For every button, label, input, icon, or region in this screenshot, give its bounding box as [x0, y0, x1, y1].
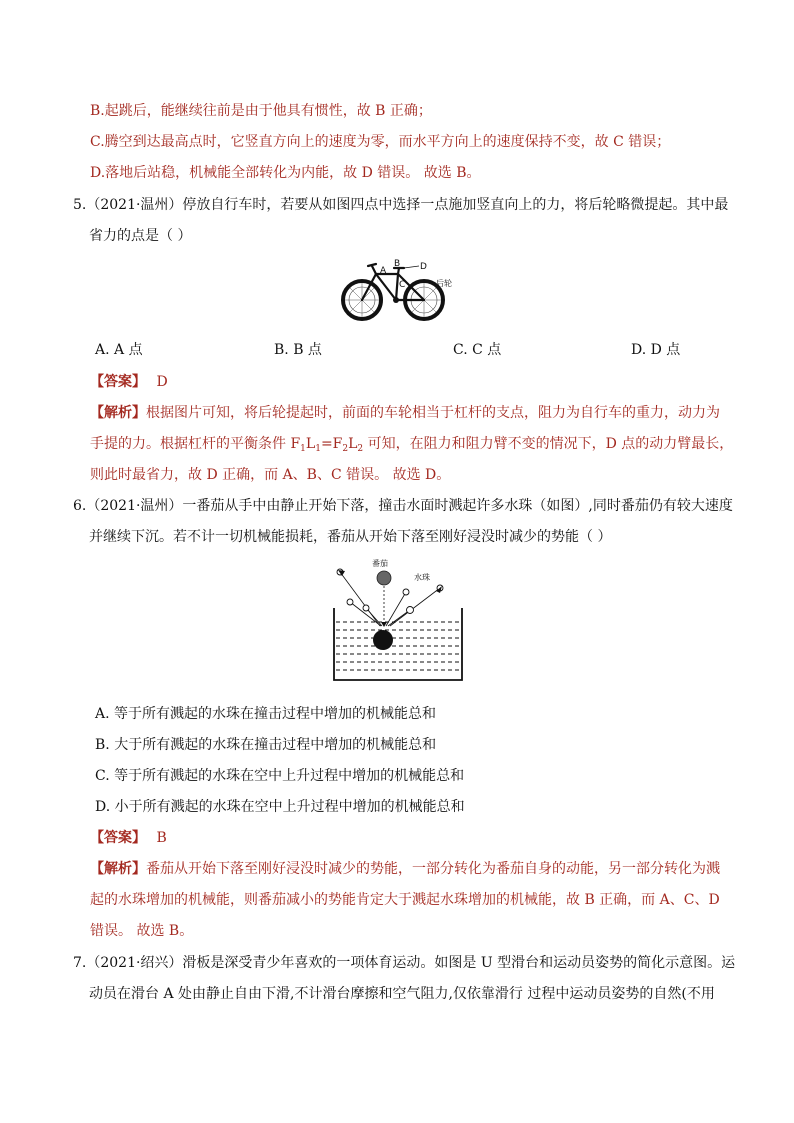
q6-stem-line1: 6.（2021·温州）一番茄从手中由静止开始下落，撞击水面时溅起许多水珠（如图）,同时番茄仍有较大速度 [73, 498, 733, 514]
formula-part: =F [320, 436, 343, 452]
tomato-label: 番茄 [372, 559, 388, 568]
q7-stem-line2: 动员在滑台 A 处由静止自由下滑,不计滑台摩擦和空气阻力,仅依靠滑行 过程中运动员姿势的自然(不用 [89, 986, 715, 1002]
q6-option-b: B. 大于所有溅起的水珠在撞击过程中增加的机械能总和 [95, 737, 437, 753]
q6-option-d: D. 小于所有溅起的水珠在空中上升过程中增加的机械能总和 [95, 799, 465, 815]
submerged-tomato-shape [373, 630, 393, 650]
q5-option-d: D. D 点 [631, 342, 681, 358]
q6-stem-line2: 并继续下沉。若不计一切机械能损耗，番茄从开始下落至刚好浸没时减少的势能（ ） [89, 529, 612, 545]
point-b-label: B [394, 259, 401, 269]
q5-analysis-line3: 则此时最省力，故 D 正确，而 A、B、C 错误。 故选 D。 [90, 467, 451, 483]
subscript: 2 [342, 444, 349, 454]
bicycle-illustration [336, 256, 462, 326]
q4-option-b-analysis: B.起跳后，能继续往前是由于他具有惯性，故 B 正确； [90, 103, 432, 119]
q5-answer-line [90, 373, 168, 391]
q5-option-c: C. C 点 [453, 342, 502, 358]
q6-option-a: A. 等于所有溅起的水珠在撞击过程中增加的机械能总和 [95, 706, 437, 722]
q6-answer-tag: 【答案】 [90, 830, 146, 846]
q6-analysis-line3: 错误。 故选 B。 [90, 923, 194, 939]
rear-wheel-label: 后轮 [436, 279, 452, 288]
q7-stem-line1: 7.（2021·绍兴）滑板是深受青少年喜欢的一项体育运动。如图是 U 型滑台和运动员姿势的简化示意图。运 [73, 955, 736, 971]
bicycle-figure [336, 256, 462, 326]
q6-answer-line [90, 829, 167, 847]
q5-analysis-tag: 【解析】 [90, 405, 146, 421]
q5-analysis-text2b: 可知，在阻力和阻力臂不变的情况下，D 点的动力臂最长， [363, 436, 734, 452]
q5-stem-line1: 5.（2021·温州）停放自行车时，若要从如图四点中选择一点施加竖直向上的力，将后轮略微提起。其中最 [73, 197, 729, 213]
subscript: 2 [357, 444, 364, 454]
q5-option-b: B. B 点 [274, 342, 322, 358]
formula-part: L [348, 436, 358, 452]
q6-answer-value: B [156, 830, 167, 846]
q5-analysis-line2 [90, 435, 733, 458]
q6-analysis-line1 [90, 860, 720, 878]
q6-option-c: C. 等于所有溅起的水珠在空中上升过程中增加的机械能总和 [95, 768, 465, 784]
q6-analysis-text1: 番茄从开始下落至刚好浸没时减少的势能，一部分转化为番茄自身的动能，另一部分转化为溅 [146, 861, 720, 877]
q5-stem-line2: 省力的点是（ ） [89, 228, 192, 244]
q5-answer-tag: 【答案】 [90, 374, 146, 390]
falling-tomato-shape [377, 571, 391, 585]
subscript: 1 [300, 444, 306, 454]
q5-option-a: A. A 点 [95, 342, 143, 358]
q6-analysis-line2: 起的水珠增加的机械能，则番茄减小的势能肯定大于溅起水珠增加的机械能，故 B 正确，而 A、C、D [90, 892, 720, 908]
q5-analysis-text2a: 手提的力。根据杠杆的平衡条件 F [90, 436, 301, 452]
droplet-label: 水珠 [414, 573, 430, 582]
point-c-label: C [399, 280, 406, 290]
q5-answer-value: D [156, 374, 168, 390]
subscript: 1 [315, 444, 321, 454]
q6-analysis-tag: 【解析】 [90, 861, 146, 877]
q4-option-c-analysis: C.腾空到达最高点时，它竖直方向上的速度为零，而水平方向上的速度保持不变，故 C 错误； [90, 134, 671, 150]
point-d-label: D [420, 262, 427, 272]
tomato-splash-illustration [328, 556, 468, 684]
q5-analysis-text1: 根据图片可知，将后轮提起时，前面的车轮相当于杠杆的支点，阻力为自行车的重力，动力为 [146, 405, 720, 421]
formula-part: L [305, 436, 316, 452]
point-a-label: A [380, 266, 387, 276]
q5-analysis-line1 [90, 404, 720, 422]
tomato-splash-figure [328, 556, 468, 684]
q4-option-d-analysis: D.落地后站稳，机械能全部转化为内能，故 D 错误。 故选 B。 [90, 165, 481, 181]
